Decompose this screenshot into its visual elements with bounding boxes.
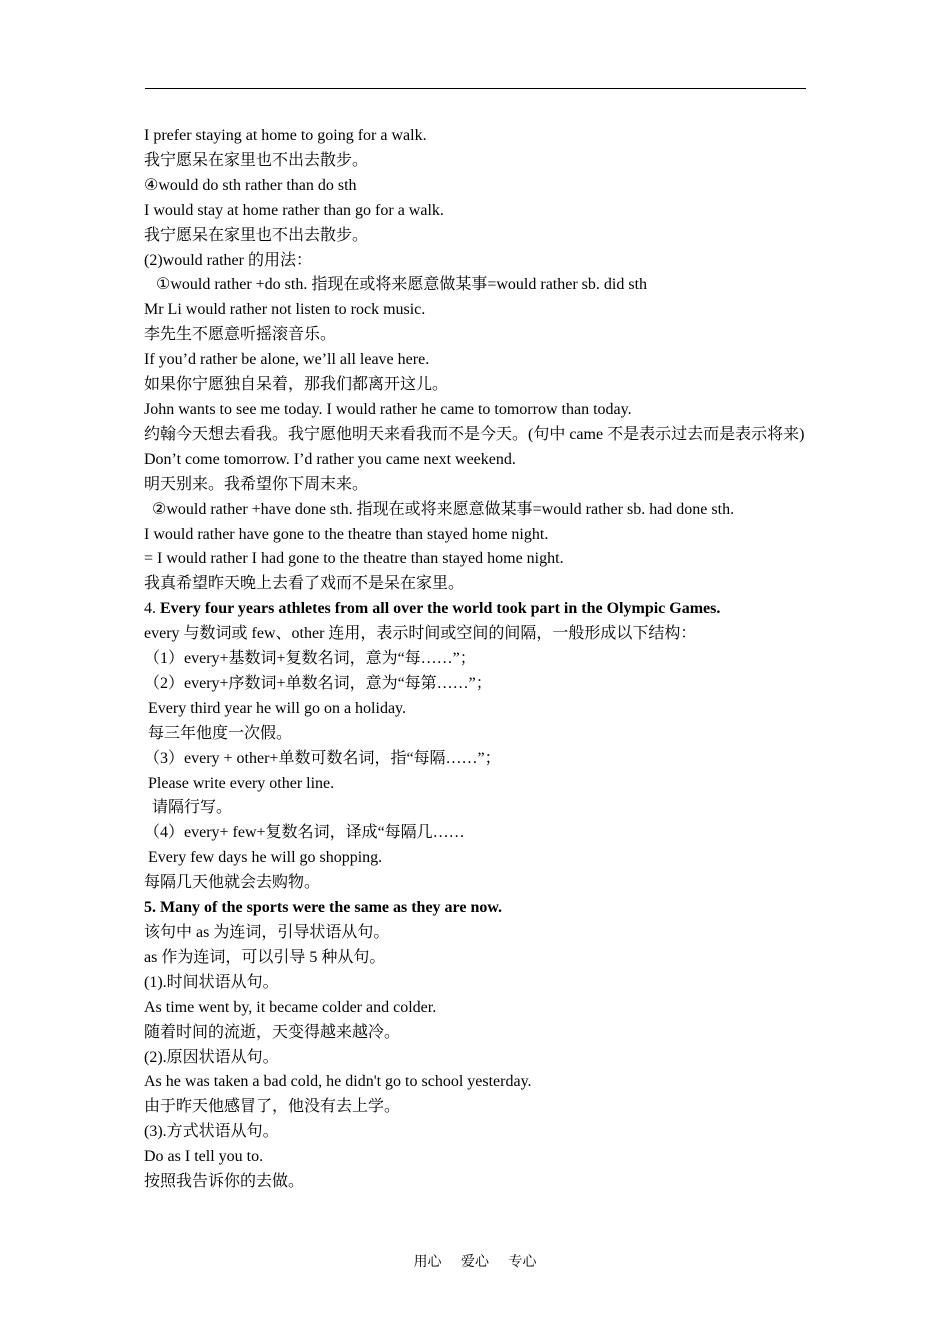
clause-type: (1).时间状语从句。 bbox=[144, 973, 279, 991]
text-line: As time went by, it became colder and colder. bbox=[144, 998, 437, 1016]
usage-rule: ②would rather +have done sth. 指现在或将来愿意做某事=would rather sb. had done sth. bbox=[152, 500, 735, 518]
text-line: 请隔行写。 bbox=[152, 799, 233, 817]
page-footer bbox=[0, 1251, 950, 1271]
text-line: 随着时间的流逝，天变得越来越冷。 bbox=[144, 1023, 401, 1041]
item-heading-5: 5. Many of the sports were the same as they are now. bbox=[144, 899, 503, 917]
text-line: 由于昨天他感冒了，他没有去上学。 bbox=[144, 1098, 401, 1116]
text-line: 每三年他度一次假。 bbox=[148, 724, 293, 742]
text-line: Mr Li would rather not listen to rock music. bbox=[144, 301, 426, 319]
text-line: every 与数词或 few、other 连用，表示时间或空间的间隔，一般形成以下结构： bbox=[144, 625, 697, 643]
document-body bbox=[144, 124, 814, 1195]
text-line: as 作为连词，可以引导 5 种从句。 bbox=[144, 948, 386, 966]
footer-word: 爱心 bbox=[461, 1255, 489, 1270]
text-line: 李先生不愿意听摇滚音乐。 bbox=[144, 326, 337, 344]
text-line: I would stay at home rather than go for a walk. bbox=[144, 201, 444, 219]
text-line: 按照我告诉你的去做。 bbox=[144, 1173, 305, 1191]
structure-item: （2）every+序数词+单数名词，意为“每第……”； bbox=[144, 674, 492, 692]
text-line: Every third year he will go on a holiday. bbox=[148, 699, 406, 717]
clause-type: (3).方式状语从句。 bbox=[144, 1123, 279, 1141]
text-line: I would rather have gone to the theatre than stayed home night. bbox=[144, 525, 549, 543]
text-line: = I would rather I had gone to the theatre than stayed home night. bbox=[144, 550, 564, 568]
text-line: 明天别来。我希望你下周末来。 bbox=[144, 475, 369, 493]
text-line: 我宁愿呆在家里也不出去散步。 bbox=[144, 226, 369, 244]
item-number: 4. bbox=[144, 600, 160, 618]
text-line: Don’t come tomorrow. I’d rather you came next weekend. bbox=[144, 450, 516, 468]
text-line: Do as I tell you to. bbox=[144, 1148, 264, 1166]
text-line: Please write every other line. bbox=[148, 774, 335, 792]
text-line: As he was taken a bad cold, he didn't go to school yesterday. bbox=[144, 1073, 532, 1091]
text-line: Every few days he will go shopping. bbox=[148, 849, 383, 867]
text-line: 约翰今天想去看我。我宁愿他明天来看我而不是今天。(句中 came 不是表示过去而是表示将来) bbox=[144, 425, 805, 443]
usage-rule: ①would rather +do sth. 指现在或将来愿意做某事=would rather sb. did sth bbox=[156, 276, 648, 294]
text-line: 我真希望昨天晚上去看了戏而不是呆在家里。 bbox=[144, 575, 465, 593]
clause-type: (2).原因状语从句。 bbox=[144, 1048, 279, 1066]
footer-word: 用心 bbox=[413, 1255, 442, 1270]
structure-item: （4）every+ few+复数名词，译成“每隔几…… bbox=[144, 824, 465, 842]
text-line: I prefer staying at home to going for a walk. bbox=[144, 127, 427, 144]
text-line: 我宁愿呆在家里也不出去散步。 bbox=[144, 151, 369, 169]
structure-item: （1）every+基数词+复数名词，意为“每……”； bbox=[144, 650, 476, 668]
header-rule bbox=[145, 88, 806, 89]
structure-item: （3）every + other+单数可数名词，指“每隔……”； bbox=[144, 749, 501, 767]
text-line: 如果你宁愿独自呆着，那我们都离开这儿。 bbox=[144, 376, 449, 394]
text-line: 该句中 as 为连词，引导状语从句。 bbox=[144, 924, 390, 941]
text-line: If you’d rather be alone, we’ll all leave here. bbox=[144, 351, 430, 369]
item-heading-4 bbox=[144, 597, 814, 622]
footer-word: 专心 bbox=[508, 1255, 537, 1270]
section-heading: (2)would rather 的用法： bbox=[144, 251, 312, 269]
item-sentence: Every four years athletes from all over the world took part in the Olympic Games. bbox=[160, 600, 721, 618]
text-line: ④would do sth rather than do sth bbox=[144, 176, 357, 194]
text-line: 每隔几天他就会去购物。 bbox=[144, 874, 321, 892]
text-line: John wants to see me today. I would rather he came to tomorrow than today. bbox=[144, 400, 632, 418]
